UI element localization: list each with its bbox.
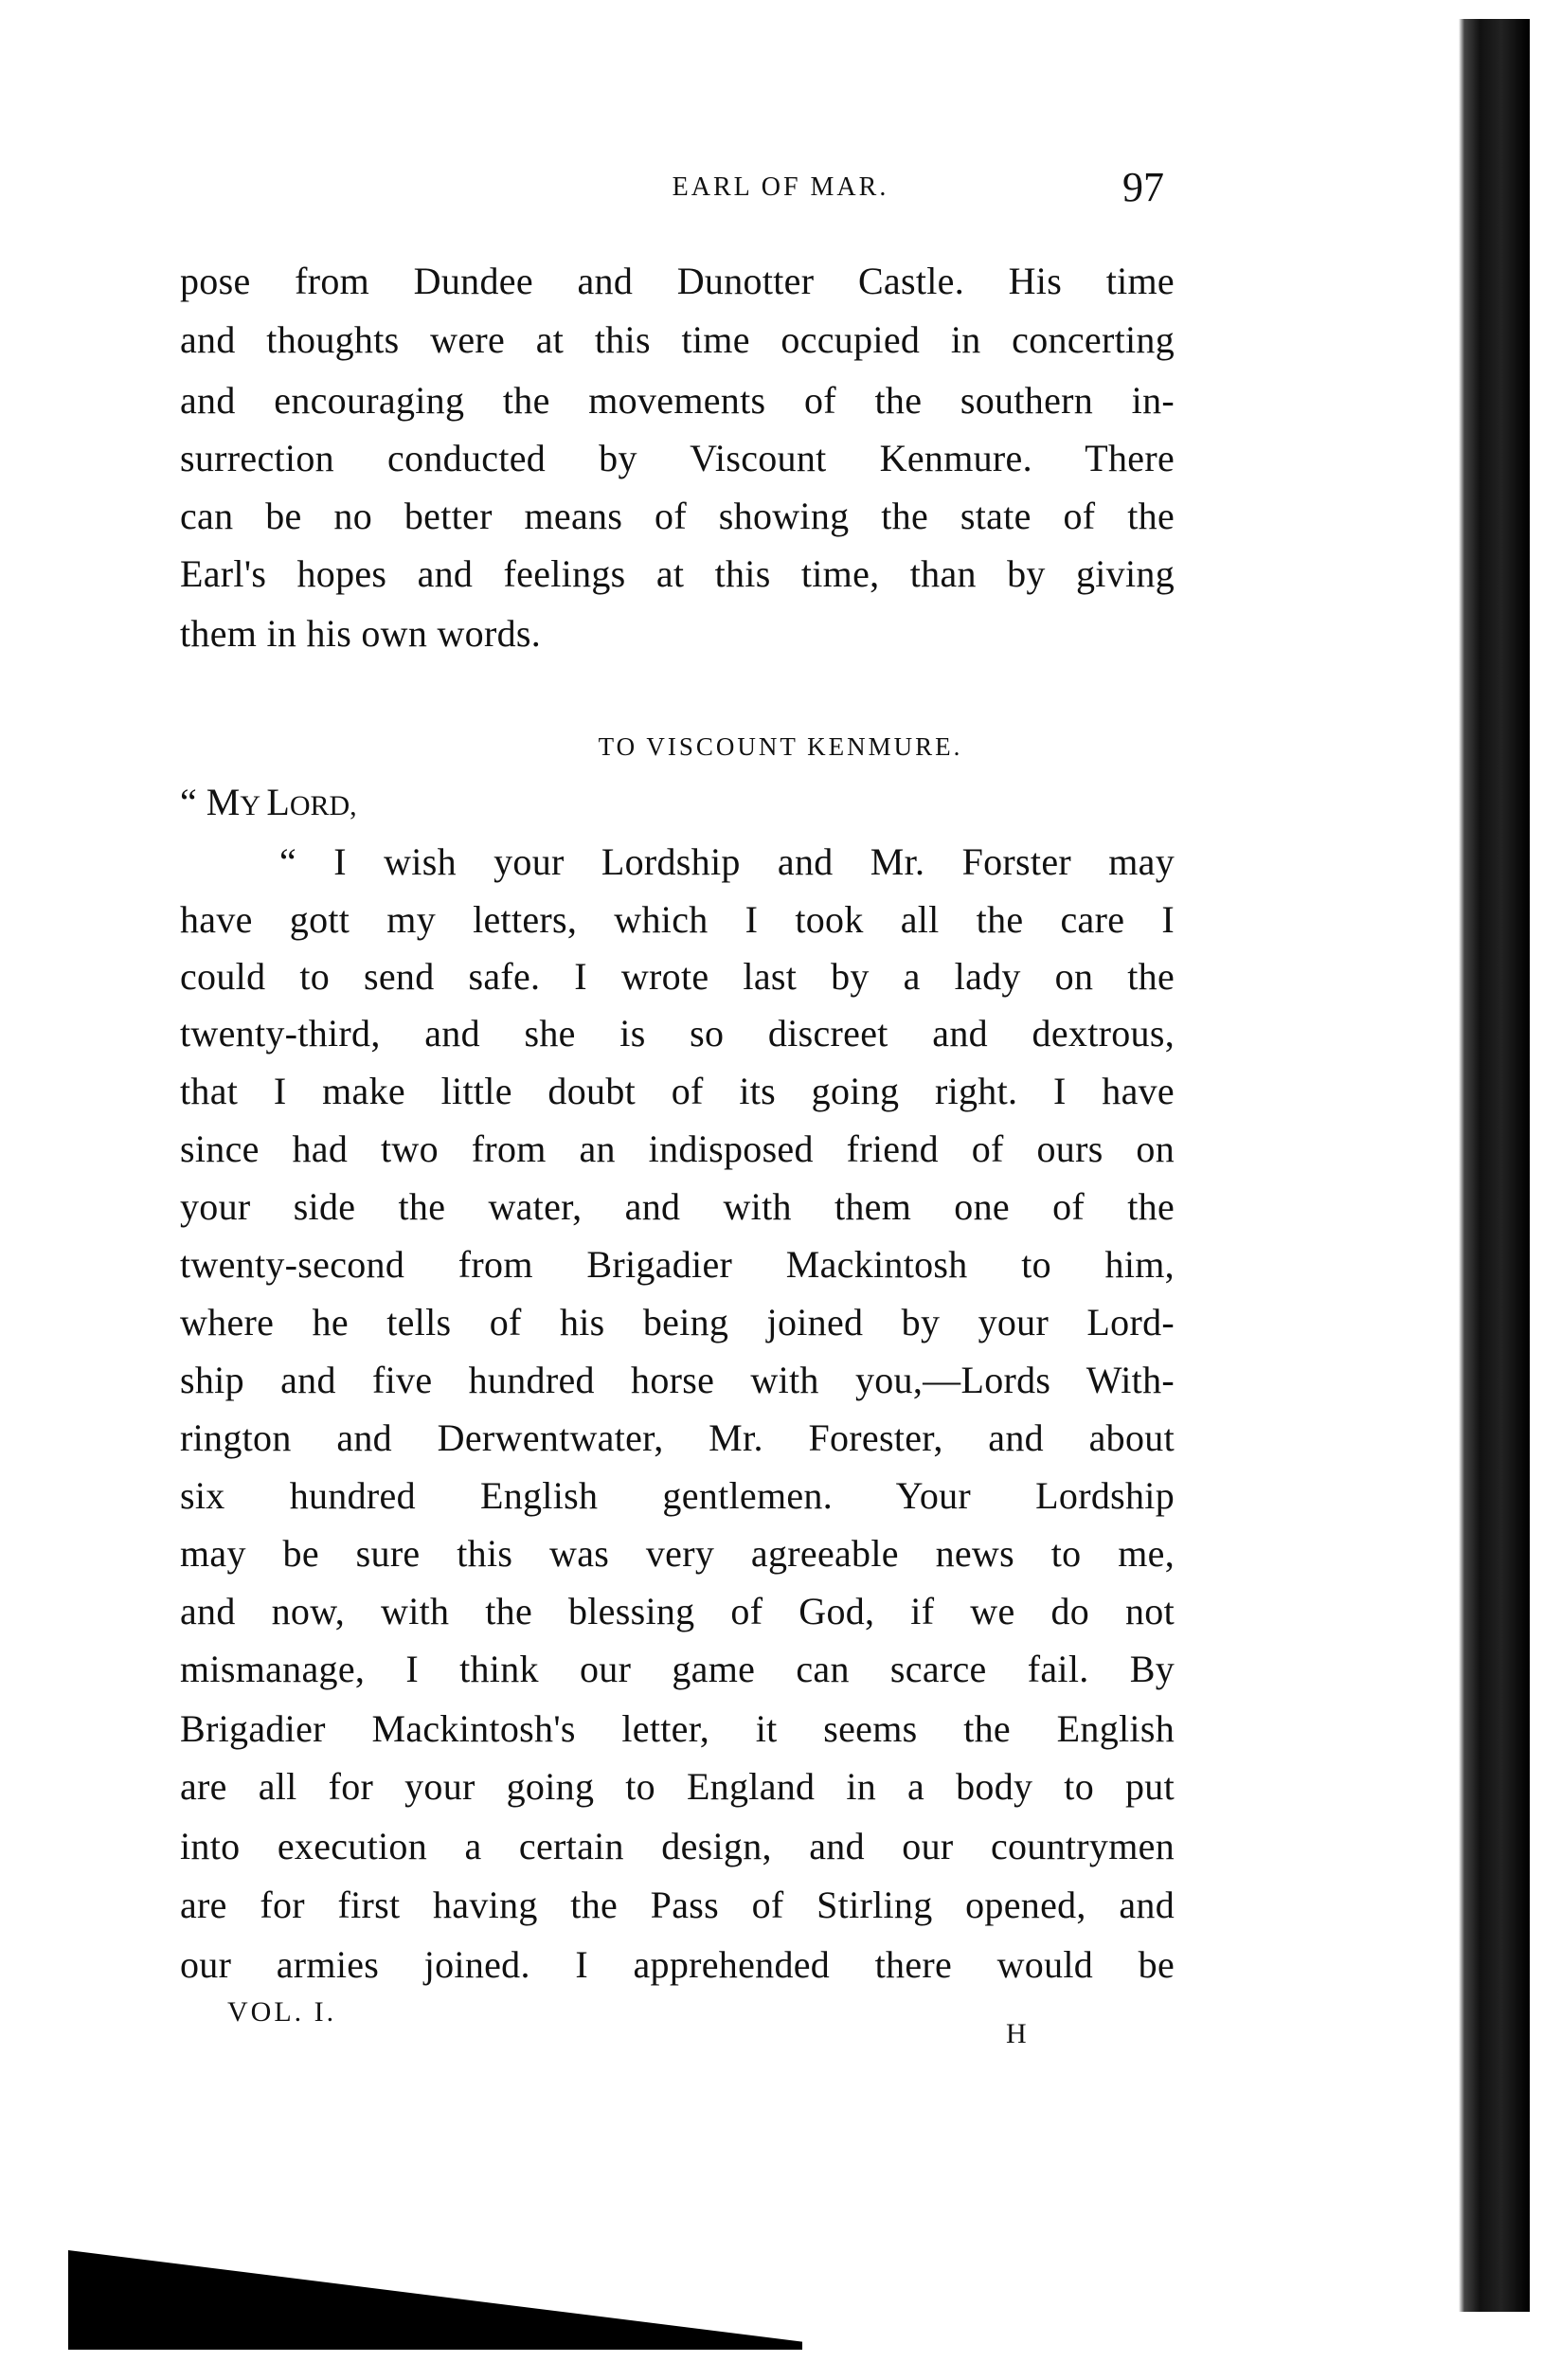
- line-text: and thoughts were at this time occupied in concerting: [180, 318, 1175, 361]
- line-text: can be no better means of showing the state of the: [180, 495, 1175, 537]
- salutation: [180, 780, 357, 824]
- text-line: [180, 258, 1175, 305]
- text-line: [180, 1823, 1175, 1870]
- text-line: [180, 1882, 1175, 1929]
- line-text: mismanage, I think our game can scarce fail. By: [180, 1648, 1175, 1690]
- salutation-l: L: [266, 781, 290, 823]
- salutation-sc: Y: [240, 790, 267, 821]
- line-text: rington and Derwentwater, Mr. Forester, and about: [180, 1416, 1175, 1459]
- page-edge-shadow: [1459, 19, 1530, 2312]
- footer-volume: VOL. I.: [227, 1996, 337, 2028]
- line-text: have gott my letters, which I took all the care I: [180, 898, 1175, 941]
- line-text: them in his own words.: [180, 612, 542, 655]
- line-text: twenty-third, and she is so discreet and dextrous,: [180, 1012, 1175, 1055]
- line-text: “ I wish your Lordship and Mr. Forster may: [279, 840, 1175, 883]
- line-text: are for first having the Pass of Stirling opened, and: [180, 1884, 1175, 1926]
- footer-signature: H: [1006, 2018, 1027, 2049]
- line-text: our armies joined. I apprehended there would be: [180, 1943, 1175, 1986]
- scan-artifact-wedge: [68, 2250, 802, 2350]
- line-text: that I make little doubt of its going right. I have: [180, 1070, 1175, 1112]
- line-text: and encouraging the movements of the southern in-: [180, 379, 1175, 422]
- text-line: [279, 838, 1175, 886]
- text-line: [180, 377, 1175, 424]
- line-text: six hundred English gentlemen. Your Lordship: [180, 1474, 1175, 1517]
- text-line: [180, 1646, 1175, 1693]
- line-text: surrection conducted by Viscount Kenmure. There: [180, 437, 1175, 479]
- text-line: [180, 435, 1175, 482]
- text-line: [180, 1472, 1175, 1520]
- text-line: [180, 1763, 1175, 1811]
- text-line: [180, 316, 1175, 364]
- running-head: EARL OF MAR.: [672, 172, 889, 202]
- line-text: may be sure this was very agreeable news to me,: [180, 1532, 1175, 1575]
- line-text: and now, with the blessing of God, if we do not: [180, 1590, 1175, 1632]
- line-text: ship and five hundred horse with you,—Lords With-: [180, 1359, 1175, 1401]
- line-text: Brigadier Mackintosh's letter, it seems the English: [180, 1707, 1175, 1750]
- text-line: [180, 1941, 1175, 1989]
- text-line: [180, 1241, 1175, 1289]
- text-line: [180, 953, 1175, 1001]
- line-text: where he tells of his being joined by your Lord-: [180, 1301, 1175, 1343]
- line-text: could to send safe. I wrote last by a lady on the: [180, 955, 1175, 998]
- text-line: [180, 1588, 1175, 1635]
- text-line: [180, 1357, 1175, 1404]
- line-text: Earl's hopes and feelings at this time, than by giving: [180, 552, 1175, 595]
- text-line: [180, 610, 1175, 658]
- text-line: [180, 896, 1175, 944]
- line-text: pose from Dundee and Dunotter Castle. His time: [180, 260, 1175, 302]
- text-line: [180, 1010, 1175, 1057]
- line-text: twenty-second from Brigadier Mackintosh to him,: [180, 1243, 1175, 1286]
- text-line: [180, 1705, 1175, 1753]
- line-text: your side the water, and with them one of the: [180, 1185, 1175, 1228]
- salutation-sc2: ORD,: [289, 790, 357, 821]
- text-line: [180, 550, 1175, 598]
- text-line: [180, 1183, 1175, 1231]
- text-line: [180, 1415, 1175, 1462]
- text-line: [180, 1068, 1175, 1115]
- text-line: [180, 1126, 1175, 1173]
- line-text: since had two from an indisposed friend of ours on: [180, 1127, 1175, 1170]
- letter-heading: TO VISCOUNT KENMURE.: [598, 732, 963, 761]
- text-line: [180, 493, 1175, 540]
- page-number: 97: [1122, 164, 1164, 210]
- text-line: [180, 1299, 1175, 1346]
- line-text: into execution a certain design, and our countrymen: [180, 1825, 1175, 1867]
- text-line: [180, 1530, 1175, 1578]
- salutation-open: “ M: [180, 781, 241, 823]
- line-text: are all for your going to England in a body to put: [180, 1765, 1175, 1808]
